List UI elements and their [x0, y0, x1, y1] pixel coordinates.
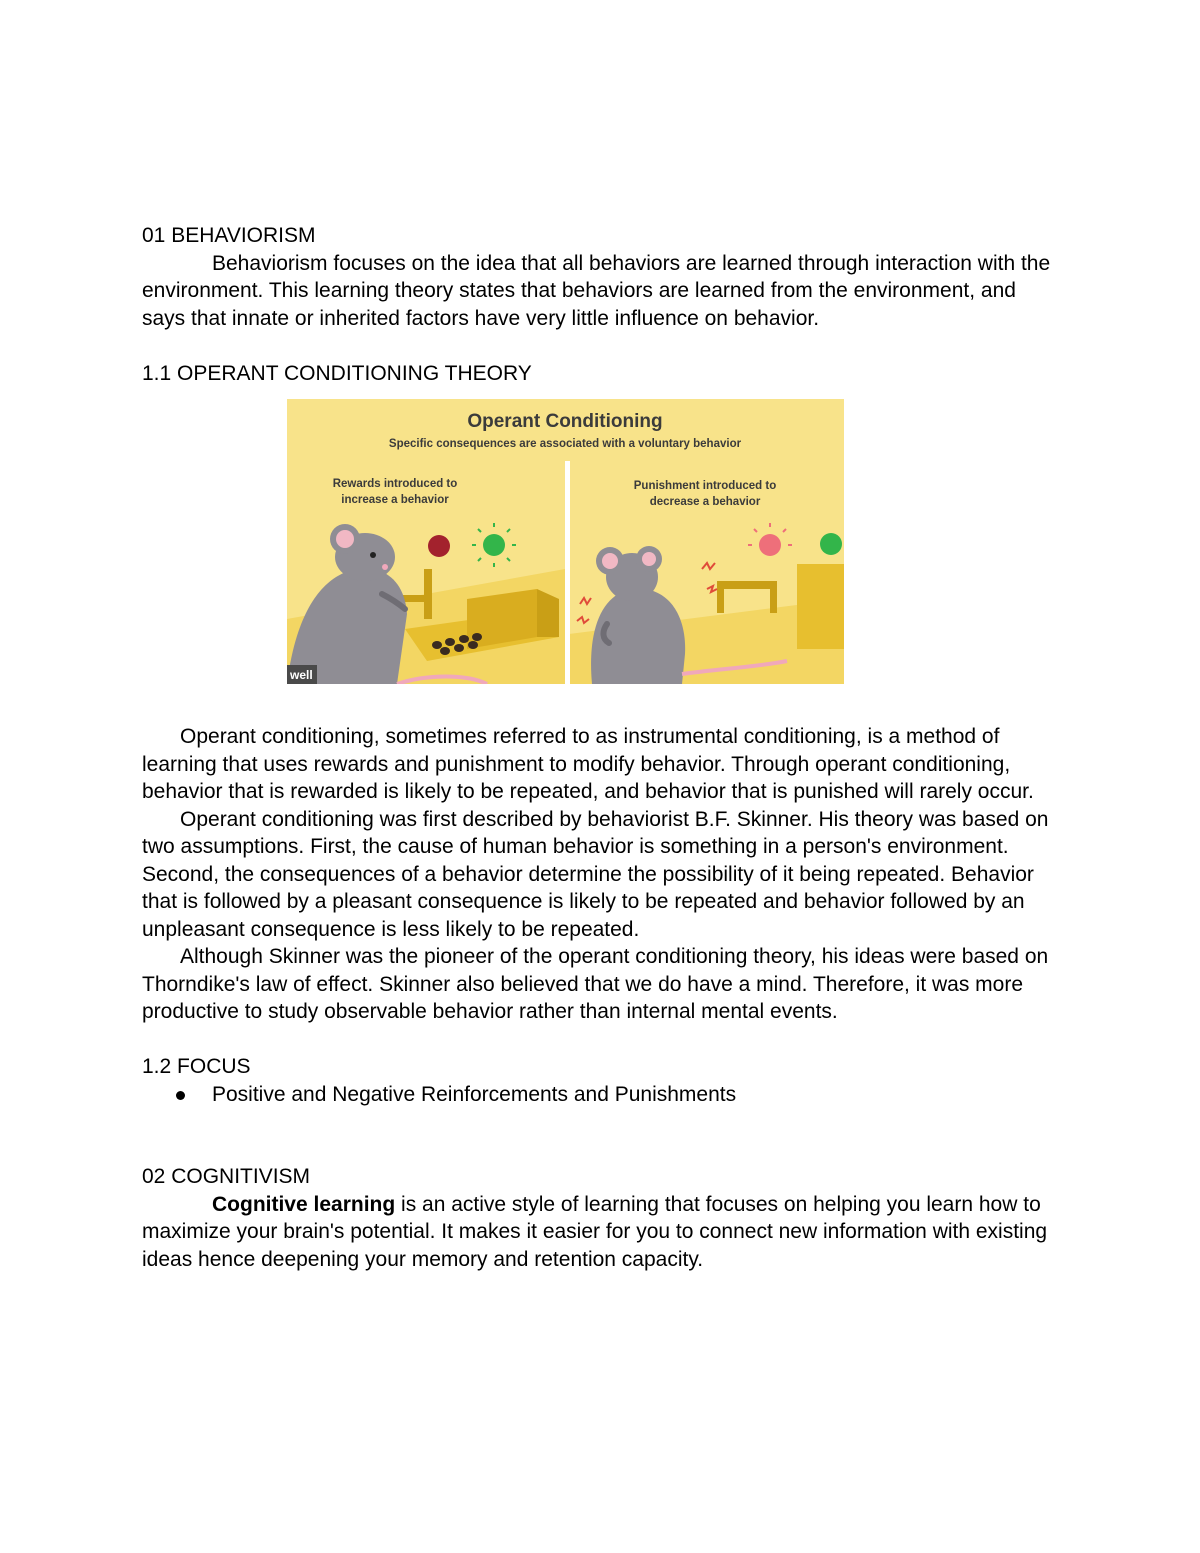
- figure-container: [142, 387, 1062, 723]
- right-caption-line2: decrease a behavior: [649, 496, 761, 508]
- red-light-left: [428, 535, 450, 557]
- focus-bullet-list: [142, 1081, 1062, 1109]
- operant-paragraph-1: Operant conditioning, sometimes referred to as instrumental conditioning, is a method of learning that uses rewards and punishment to modify behavior. Through operant conditioning, behavior that is rewarded is likely to be repeated, and behavior that is punished will rarely occur.: [142, 725, 1034, 803]
- cognitivism-body: is an active style of learning that focuses on helping you learn how to maximize your brain's potential. It makes it easier for you to connect new information with existing ideas hence deepening your memory and retention capacity.: [142, 1192, 1048, 1271]
- heading-behaviorism: 01 BEHAVIORISM: [142, 224, 316, 247]
- panel-divider: [565, 461, 570, 684]
- heading-operant-conditioning: 1.1 OPERANT CONDITIONING THEORY: [142, 361, 532, 385]
- right-caption-line1: Punishment introduced to: [633, 480, 777, 492]
- left-caption-line2: increase a behavior: [341, 494, 449, 506]
- cognitive-learning-term: Cognitive learning: [212, 1192, 396, 1216]
- green-light-right: [820, 533, 842, 555]
- heading-focus: 1.2 FOCUS: [142, 1055, 251, 1078]
- focus-bullet-item: [142, 1081, 1062, 1109]
- cognitivism-paragraph: [142, 1191, 1062, 1274]
- operant-conditioning-illustration: [287, 399, 844, 684]
- focus-bullet-text: Positive and Negative Reinforcements and Punishments: [212, 1082, 737, 1106]
- behaviorism-intro: Behaviorism focuses on the idea that all behaviors are learned through interaction with the environment. This learning theory states that behaviors are learned from the environment, and says that innate or inherited factors have very little influence on behavior.: [142, 251, 1051, 330]
- operant-paragraph-3: Although Skinner was the pioneer of the operant conditioning theory, his ideas were based on Thorndike's law of effect. Skinner also believed that we do have a mind. Therefore, it was more productive to study observable behavior rather than internal mental events.: [142, 945, 1049, 1023]
- figure-title: Operant Conditioning: [467, 411, 663, 432]
- document-body: [142, 222, 1062, 1273]
- watermark-text: well: [290, 668, 313, 682]
- left-caption-line1: Rewards introduced to: [332, 478, 458, 490]
- heading-cognitivism: 02 COGNITIVISM: [142, 1165, 311, 1188]
- operant-paragraph-2: Operant conditioning was first described by behaviorist B.F. Skinner. His theory was based on two assumptions. First, the cause of human behavior is something in a person's environment. Second, the consequences of a behavior determine the possibility of it being repeated. Behavior that is followed by a pleasant consequence is likely to be repeated and behavior followed by an unpleasant consequence is less likely to be repeated.: [142, 807, 1049, 941]
- figure-subtitle: Specific consequences are associated with a voluntary behavior: [388, 438, 742, 450]
- bullet-dot-icon: [176, 1091, 185, 1100]
